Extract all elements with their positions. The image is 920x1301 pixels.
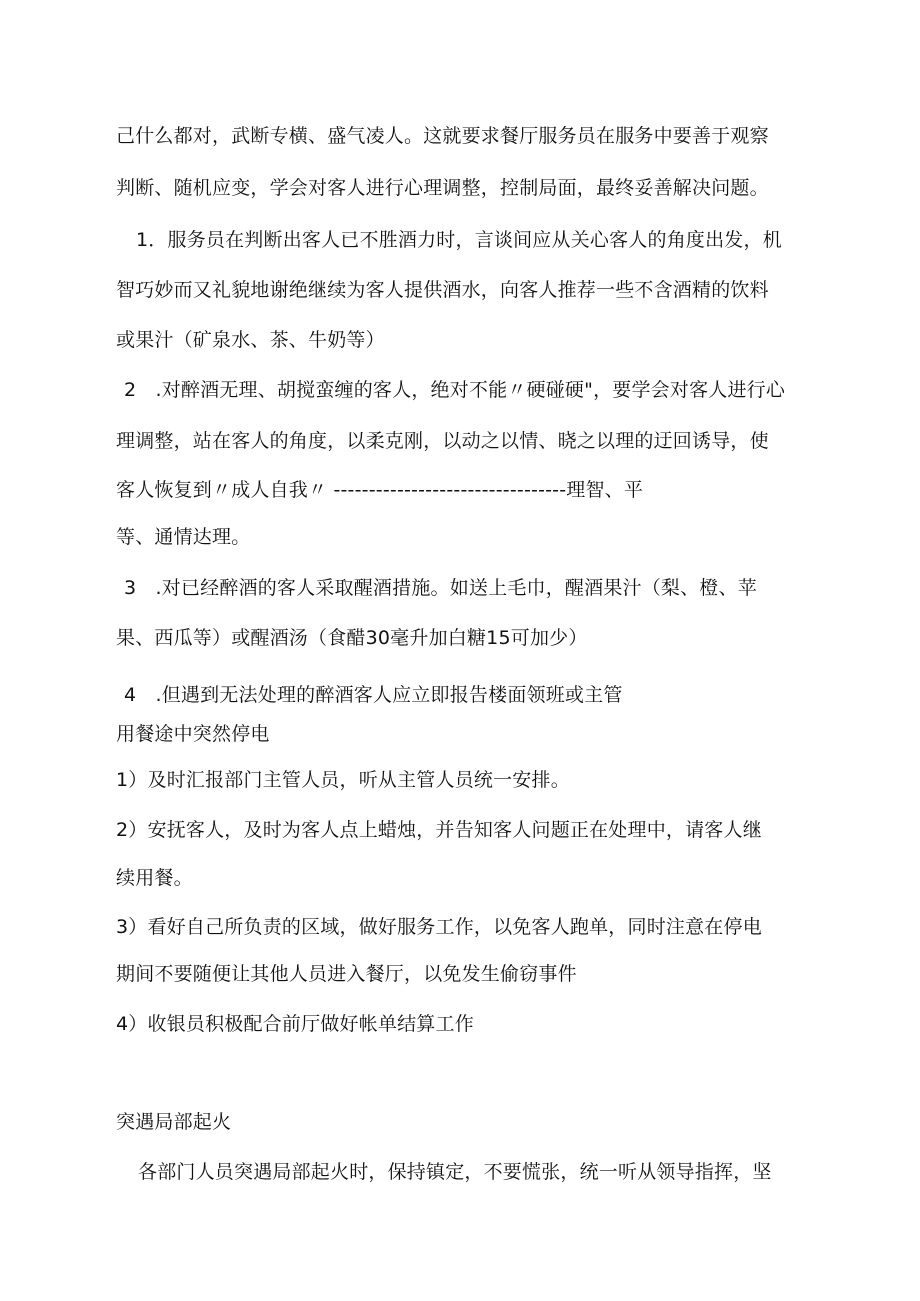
list-item-line: 3）看好自己所负责的区域，做好服务工作，以免客人跑单，同时注意在停电	[116, 916, 762, 938]
section-heading: 突遇局部起火	[116, 1111, 232, 1133]
list-item-2-line: 2 .对醉酒无理、胡搅蛮缠的客人，绝对不能〃硬碰硬"，要学会对客人进行心	[124, 379, 786, 401]
list-item-3-line: 果、西瓜等）或醒酒汤（食醋30毫升加白糖15可加少）	[116, 627, 588, 649]
list-item-line: 4）收银员积极配合前厅做好帐单结算工作	[116, 1013, 474, 1035]
list-item-line: 续用餐。	[116, 867, 193, 889]
section-heading: 用餐途中突然停电	[116, 723, 270, 745]
list-item-2-line: 理调整，站在客人的角度，以柔克刚，以动之以情、晓之以理的迂回诱导，使	[116, 430, 769, 452]
list-item-4-line: 4 .但遇到无法处理的醉酒客人应立即报告楼面领班或主管	[124, 684, 623, 706]
list-item-2-line: 客人恢复到〃成人自我〃 ---------------------------------理智、平	[116, 479, 644, 501]
list-item-line: 1）及时汇报部门主管人员，听从主管人员统一安排。	[116, 769, 570, 791]
list-item-2-line: 等、通情达理。	[116, 526, 251, 548]
list-item-1-line: 1．服务员在判断出客人已不胜酒力时，言谈间应从关心客人的角度出发，机	[136, 229, 782, 251]
paragraph-line: 判断、随机应变，学会对客人进行心理调整，控制局面，最终妥善解决问题。	[116, 177, 769, 199]
paragraph-line: 各部门人员突遇局部起火时，保持镇定，不要慌张，统一听从领导指挥，坚	[138, 1161, 772, 1183]
list-item-1-line: 智巧妙而又礼貌地谢绝继续为客人提供酒水，向客人推荐一些不含酒精的饮料	[116, 279, 769, 301]
list-item-line: 2）安抚客人，及时为客人点上蜡烛，并告知客人问题正在处理中，请客人继	[116, 819, 762, 841]
list-item-line: 期间不要随便让其他人员进入餐厅，以免发生偷窃事件	[116, 963, 577, 985]
paragraph-line: 己什么都对，武断专横、盛气凌人。这就要求餐厅服务员在服务中要善于观察	[116, 125, 769, 147]
list-item-1-line: 或果汁（矿泉水、茶、牛奶等）	[116, 329, 385, 351]
list-item-3-line: 3 .对已经醉酒的客人采取醒酒措施。如送上毛巾，醒酒果汁（梨、橙、苹	[124, 577, 757, 599]
